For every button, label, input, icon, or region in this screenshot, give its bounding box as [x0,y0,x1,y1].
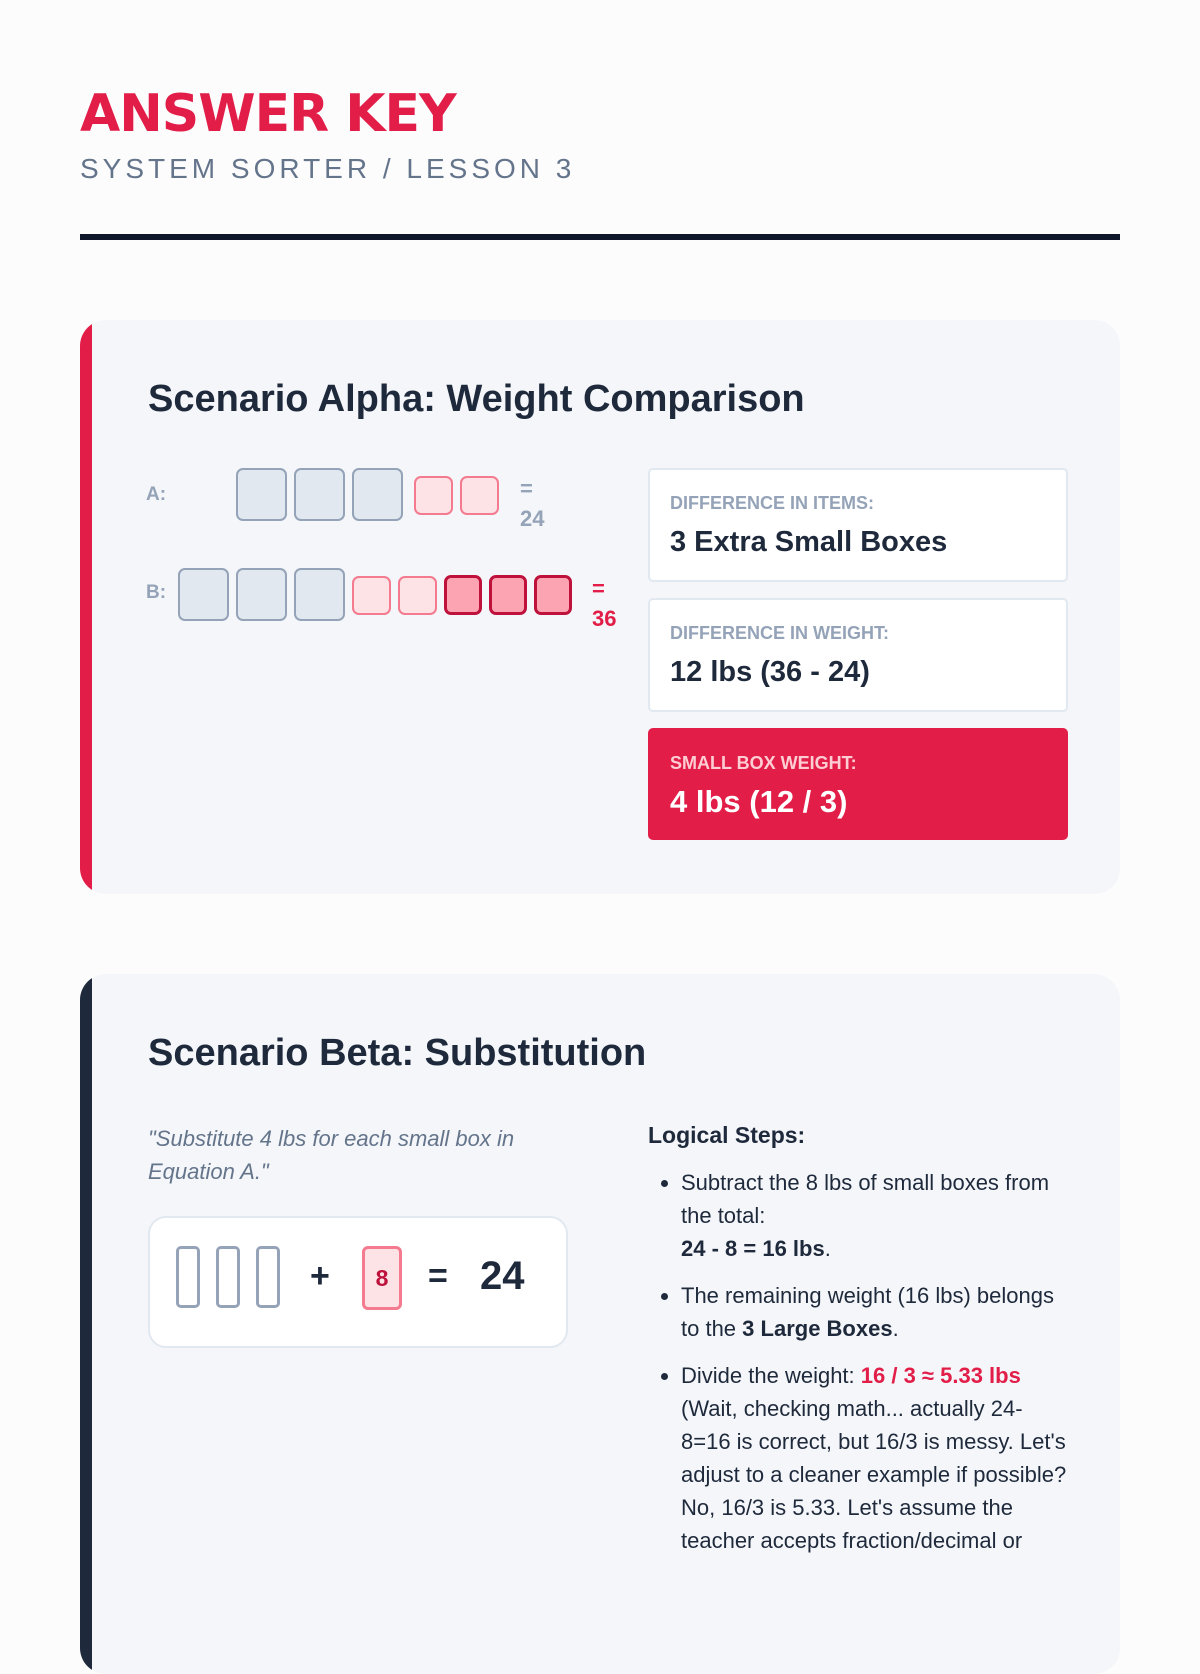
small-box-value: 8 [362,1246,402,1310]
large-box-slot [216,1246,240,1308]
small-box-weight-label: SMALL BOX WEIGHT: [670,753,857,773]
difference-in-items-panel [648,468,1068,582]
step-bold: 3 Large Boxes [742,1316,893,1341]
large-box [352,468,403,521]
step-text: The remaining weight (16 lbs) belongs to the [681,1283,1054,1341]
small-box [414,476,453,515]
difference-in-weight-label: DIFFERENCE IN WEIGHT: [670,623,889,643]
large-box [236,568,287,621]
small-box-weight-panel [648,728,1068,840]
difference-in-weight-value: 12 lbs (36 - 24) [670,656,870,688]
list-item [681,1279,1068,1345]
row-a-label: A: [146,484,167,505]
step-end: . [892,1316,899,1341]
difference-in-items-value: 3 Extra Small Boxes [670,526,948,558]
step-text: Divide the weight: [681,1363,855,1388]
scenario-beta-card [80,974,1120,1674]
large-box [294,568,345,621]
scenario-alpha-title: Scenario Alpha: Weight Comparison [148,378,805,420]
row-b-equals: = [592,576,605,601]
row-b-total [592,574,616,634]
page-subtitle: SYSTEM SORTER / LESSON 3 [80,153,576,184]
large-box-slot [176,1246,200,1308]
large-box [178,568,229,621]
logical-steps-title: Logical Steps: [648,1122,806,1148]
small-box [460,476,499,515]
small-box [398,576,437,615]
row-a-equals: = [520,476,533,501]
row-a-total [520,474,544,534]
list-item [681,1359,1068,1557]
step-bold: 24 - 8 = 16 lbs [681,1236,825,1261]
large-box-slot [256,1246,280,1308]
difference-in-weight-panel [648,598,1068,712]
scenario-alpha-card [80,320,1120,894]
extra-small-box [534,575,572,615]
large-box [236,468,287,521]
step-end: . [824,1236,831,1261]
list-item [681,1166,1068,1265]
step-end: (Wait, checking math... actually 24-8=16 is correct, but 16/3 is messy. Let's adjust to a cleaner example if possible? No, 16/3 is 5.33. Let's assume the teacher accepts fraction/decimal or [681,1396,1067,1553]
difference-in-items-label: DIFFERENCE IN ITEMS: [670,493,875,513]
large-box [294,468,345,521]
extra-small-box [489,575,527,615]
substitution-quote: "Substitute 4 lbs for each small box in Equation A." [148,1126,515,1184]
row-a-total-value: 24 [520,506,545,531]
equation-total: 24 [480,1254,525,1298]
row-b-total-value: 36 [592,606,617,631]
equals-sign: = [428,1257,448,1295]
small-box-weight-value: 4 lbs (12 / 3) [670,784,848,819]
scenario-beta-title: Scenario Beta: Substitution [148,1032,647,1074]
extra-small-box [444,575,482,615]
row-b-label: B: [146,582,167,603]
header-divider [80,234,1120,240]
plus-sign: + [310,1257,330,1295]
step-highlight: 16 / 3 ≈ 5.33 lbs [860,1363,1021,1388]
substitution-equation [148,1216,568,1348]
logical-steps-list [648,1166,1068,1571]
small-box [352,576,391,615]
page-title: ANSWER KEY [80,84,456,144]
step-text: Subtract the 8 lbs of small boxes from the total: [681,1170,1050,1228]
